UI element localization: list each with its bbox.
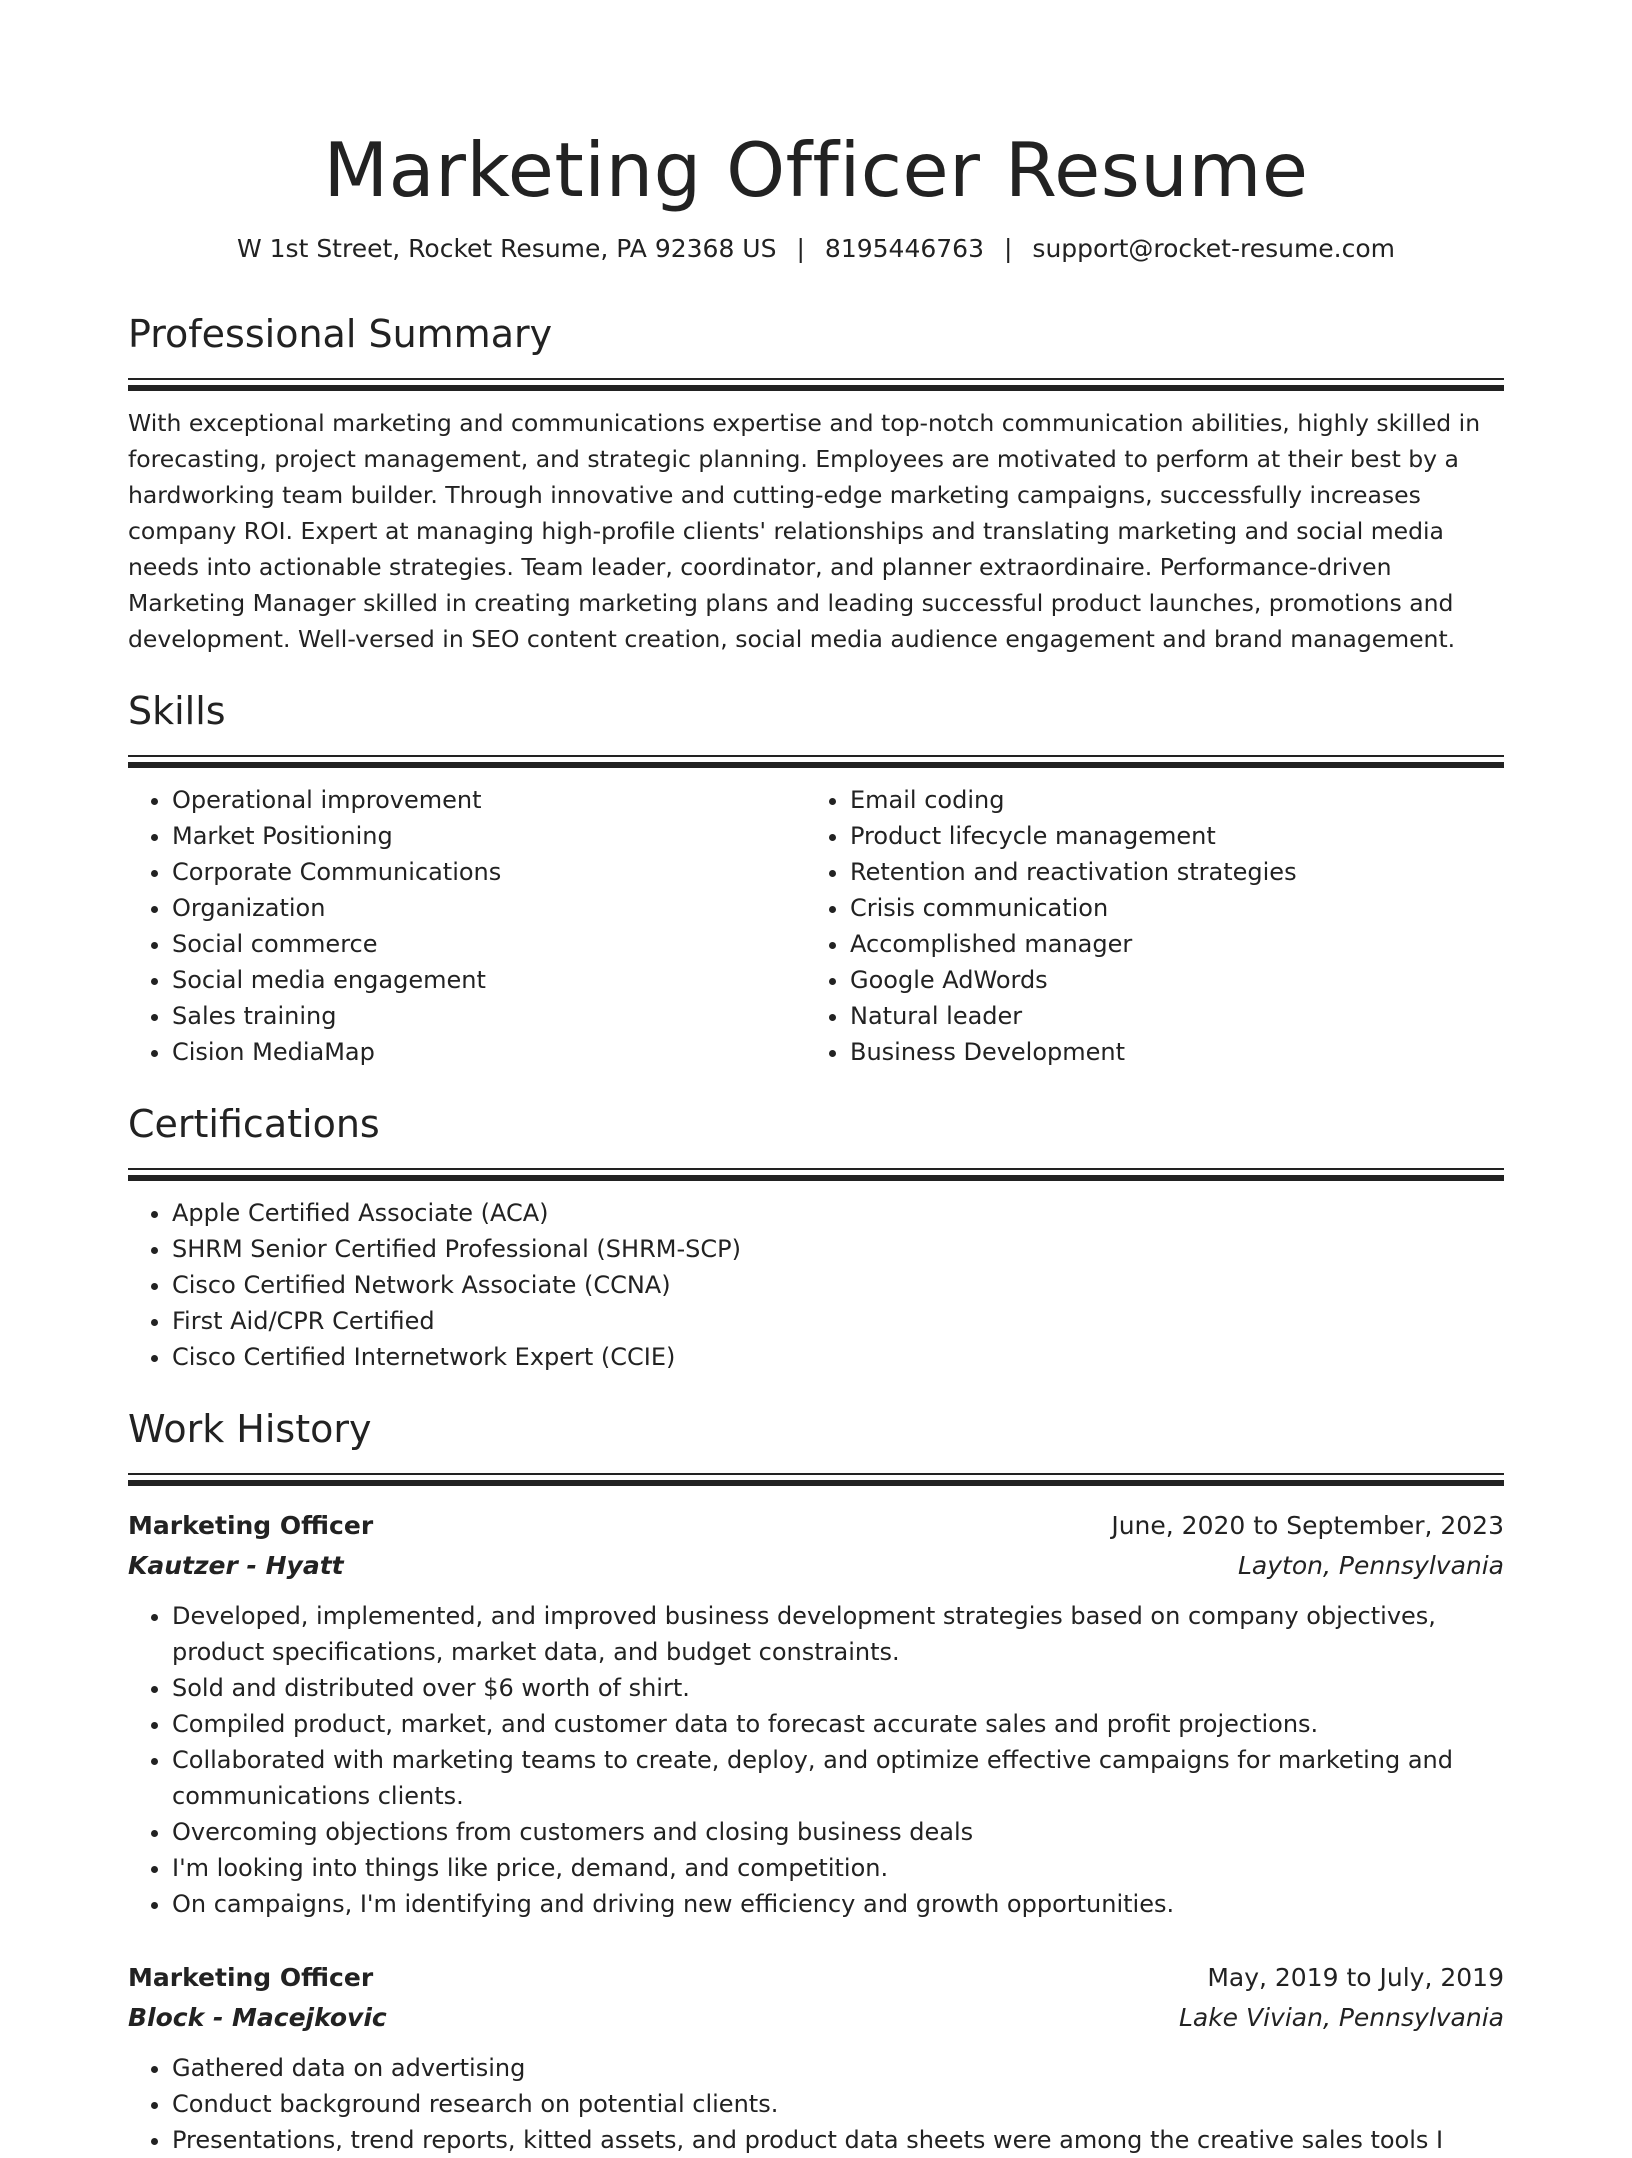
job-bullet: • Developed, implemented, and improved business development strategies based on company objectives, product specifications, market data, and budget constraints.: [172, 1598, 1504, 1670]
page-title: Marketing Officer Resume: [323, 126, 1309, 214]
skill-item: • Market Positioning: [172, 818, 806, 854]
job-company: Block - Macejkovic: [128, 2003, 387, 2032]
job-bullet: • Compiled product, market, and customer data to forecast accurate sales and profit projections.: [172, 1706, 1504, 1742]
job-dates: June, 2020 to September, 2023: [1111, 1511, 1504, 1540]
section-divider: [128, 1480, 1504, 1486]
skill-item: • Business Development: [850, 1034, 1484, 1070]
certification-item: • First Aid/CPR Certified: [172, 1303, 1504, 1339]
resume-page: [128, 0, 1504, 2158]
contact-line: [128, 232, 1504, 266]
skill-item: • Retention and reactivation strategies: [850, 854, 1484, 890]
skill-item: • Cision MediaMap: [172, 1034, 806, 1070]
job-bullet: • On campaigns, I'm identifying and driving new efficiency and growth opportunities.: [172, 1886, 1504, 1922]
skill-item: • Accomplished manager: [850, 926, 1484, 962]
section-divider: [128, 1473, 1504, 1475]
job-subheader-row: [128, 1998, 1504, 2038]
certification-item: • Apple Certified Associate (ACA): [172, 1195, 1504, 1231]
job-bullet: • Conduct background research on potential clients.: [172, 2086, 1504, 2122]
job-dates: May, 2019 to July, 2019: [1207, 1963, 1504, 1992]
section-heading-skills: Skills: [128, 689, 226, 733]
section-divider: [128, 1168, 1504, 1170]
job-subheader-row: [128, 1546, 1504, 1586]
skill-item: • Google AdWords: [850, 962, 1484, 998]
skill-item: • Organization: [172, 890, 806, 926]
section-divider: [128, 378, 1504, 380]
contact-email: support@rocket-resume.com: [1032, 234, 1396, 263]
section-heading-certifications: Certifications: [128, 1102, 380, 1146]
job-bullet: • Presentations, trend reports, kitted assets, and product data sheets were among the creative sales tools I: [172, 2122, 1504, 2158]
section-divider: [128, 755, 1504, 757]
certifications-list: [128, 1195, 1504, 1375]
job-title: Marketing Officer: [128, 1511, 374, 1540]
section-heading-work-history: Work History: [128, 1407, 372, 1451]
skill-item: • Sales training: [172, 998, 806, 1034]
skill-item: • Crisis communication: [850, 890, 1484, 926]
skill-item: • Social media engagement: [172, 962, 806, 998]
skills-list-right: [806, 782, 1484, 1070]
contact-phone: 8195446763: [824, 234, 984, 263]
job-bullet: • Sold and distributed over $6 worth of shirt.: [172, 1670, 1504, 1706]
job-company: Kautzer - Hyatt: [128, 1551, 344, 1580]
job-bullet: • I'm looking into things like price, demand, and competition.: [172, 1850, 1504, 1886]
skill-item: • Social commerce: [172, 926, 806, 962]
job-bullets: [128, 1598, 1504, 1922]
contact-separator: |: [1003, 234, 1013, 263]
section-divider: [128, 1175, 1504, 1181]
job-bullet: • Overcoming objections from customers and closing business deals: [172, 1814, 1504, 1850]
skill-item: • Corporate Communications: [172, 854, 806, 890]
job-bullet: • Gathered data on advertising: [172, 2050, 1504, 2086]
summary-text: With exceptional marketing and communications expertise and top-notch communication abilities, highly skilled in forecasting, project management, and strategic planning. Employees are motivated to perform at their best by a hardworking team builder. Through innovative and cutting-edge marketing campaigns, successfully increases company ROI. Expert at managing high-profile clients' relationships and translating marketing and social media needs into actionable strategies. Team leader, coordinator, and planner extraordinaire. Performance-driven Marketing Manager skilled in creating marketing plans and leading successful product launches, promotions and development. Well-versed in SEO content creation, social media audience engagement and brand management.: [128, 409, 1481, 653]
skills-grid: [128, 782, 1504, 1070]
skills-list-left: [128, 782, 806, 1070]
job-title: Marketing Officer: [128, 1963, 374, 1992]
contact-separator: |: [796, 234, 805, 263]
job-bullets: [128, 2050, 1504, 2158]
job-bullet: • Collaborated with marketing teams to create, deploy, and optimize effective campaigns for marketing and communications clients.: [172, 1742, 1504, 1814]
certification-item: • Cisco Certified Internetwork Expert (CCIE): [172, 1339, 1504, 1375]
skill-item: • Operational improvement: [172, 782, 806, 818]
contact-address: W 1st Street, Rocket Resume, PA 92368 US: [236, 234, 777, 263]
certification-item: • SHRM Senior Certified Professional (SHRM-SCP): [172, 1231, 1504, 1267]
job-location: Lake Vivian, Pennsylvania: [1178, 2003, 1504, 2032]
section-heading-summary: Professional Summary: [128, 312, 553, 356]
skill-item: • Email coding: [850, 782, 1484, 818]
job-location: Layton, Pennsylvania: [1237, 1551, 1504, 1580]
section-divider: [128, 762, 1504, 768]
certification-item: • Cisco Certified Network Associate (CCNA): [172, 1267, 1504, 1303]
job-header-row: [128, 1506, 1504, 1546]
job-entry: [128, 1958, 1504, 2158]
skill-item: • Product lifecycle management: [850, 818, 1484, 854]
job-header-row: [128, 1958, 1504, 1998]
section-divider: [128, 385, 1504, 391]
skill-item: • Natural leader: [850, 998, 1484, 1034]
job-entry: [128, 1506, 1504, 1922]
